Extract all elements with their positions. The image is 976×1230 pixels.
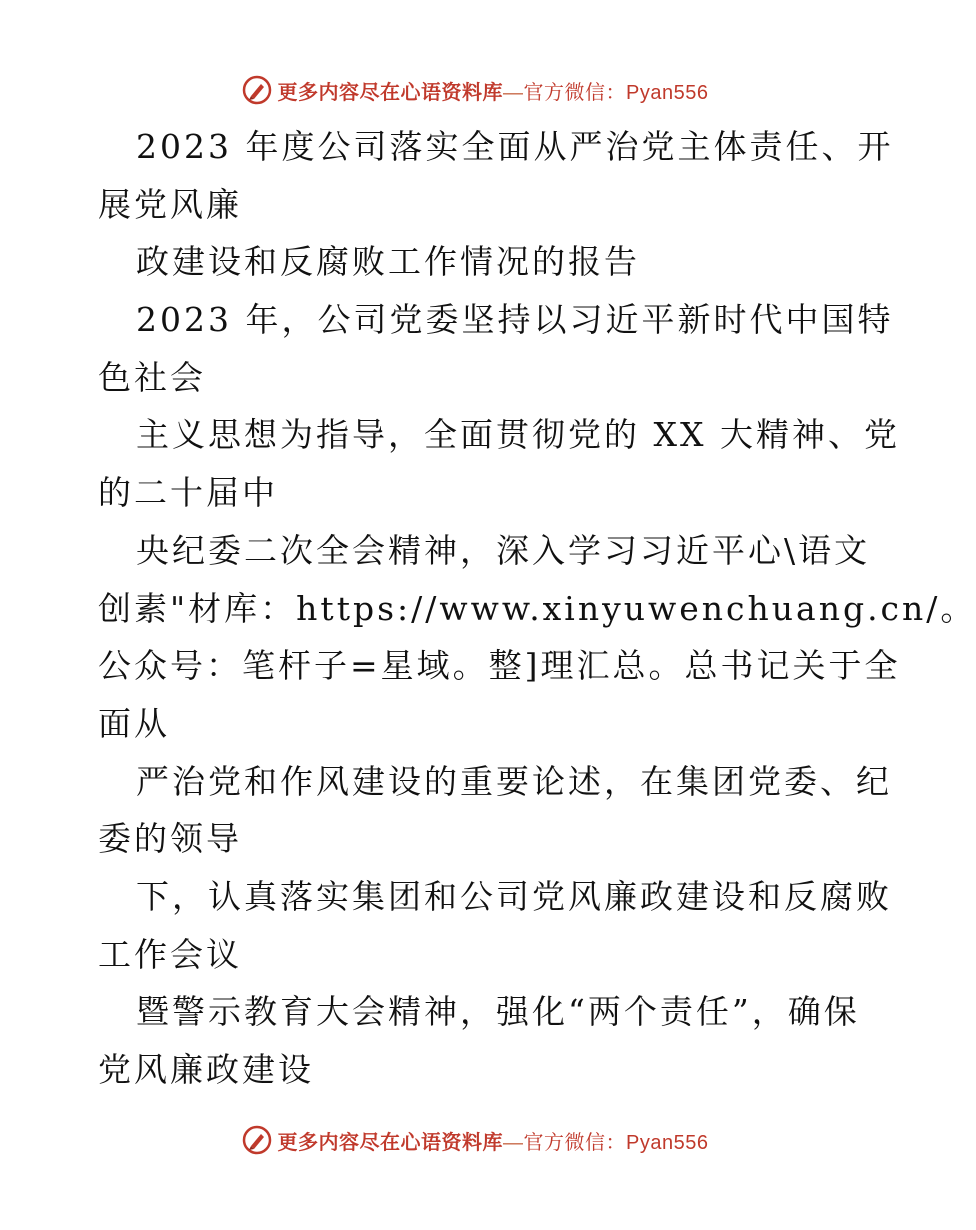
pen-logo-icon <box>242 1125 272 1155</box>
banner-wechat-label: 官方微信： <box>523 1131 627 1154</box>
banner-wechat-id: Pyan556 <box>626 1131 709 1154</box>
paragraph-line: 2023 年，公司党委坚持以习近平新时代中国特 <box>136 300 894 340</box>
banner-text <box>278 1126 709 1155</box>
title-line: 政建设和反腐败工作情况的报告 <box>136 242 640 282</box>
banner-dash: — <box>503 1131 524 1154</box>
paragraph-line: 央纪委二次全会精神，深入学习习近平心\语文 <box>136 530 871 570</box>
banner-wechat-id: Pyan556 <box>626 81 709 104</box>
paragraph-line: 下，认真落实集团和公司党风廉政建设和反腐败 <box>136 876 892 916</box>
paragraph-line: 严治党和作风建设的重要论述，在集团党委、纪 <box>136 761 892 801</box>
paragraph-line: 工作会议 <box>98 934 242 974</box>
paragraph-line: 色社会 <box>98 357 206 397</box>
paragraph-line: 公众号：笔杆子=星域。整]理汇总。总书记关于全 <box>98 646 901 686</box>
title-line: 2023 年度公司落实全面从严治党主体责任、开 <box>136 127 894 166</box>
header-watermark-banner <box>0 70 950 110</box>
banner-wechat-label: 官方微信： <box>523 81 627 104</box>
paragraph-line: 暨警示教育大会精神，强化“两个责任”，确保 <box>136 992 860 1032</box>
paragraph-line: 主义思想为指导，全面贯彻党的 XX 大精神、党 <box>136 415 900 455</box>
paragraph-line: 党风廉政建设 <box>98 1050 314 1089</box>
footer-watermark-banner <box>0 1120 950 1160</box>
banner-dash: — <box>503 81 524 104</box>
paragraph-line: 面从 <box>98 703 170 743</box>
pen-logo-icon <box>242 75 272 105</box>
banner-site-text: 更多内容尽在心语资料库 <box>277 1131 504 1154</box>
banner-site-text: 更多内容尽在心语资料库 <box>277 81 504 104</box>
paragraph-line: 创素"材库：https://www.xinyuwenchuang.cn/。 <box>98 588 976 628</box>
banner-text <box>278 76 709 105</box>
document-body <box>98 118 976 1099</box>
paragraph-line: 委的领导 <box>98 819 242 859</box>
title-line: 展党风廉 <box>98 184 242 224</box>
paragraph-line: 的二十届中 <box>98 473 278 513</box>
